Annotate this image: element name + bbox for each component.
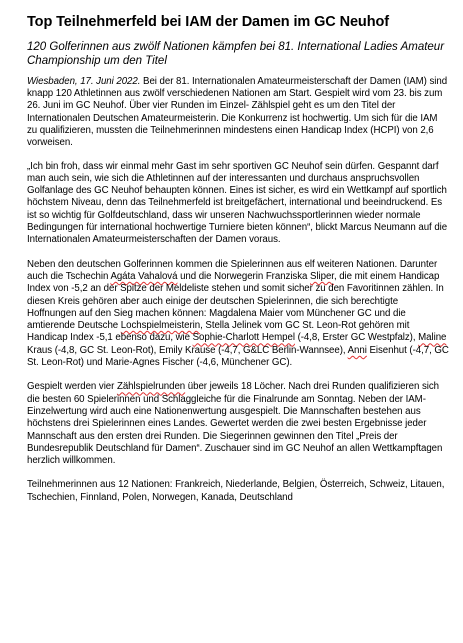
text-run: über jeweils 18 Löcher. Nach drei Runden qualifizieren sich die besten 60 Spielerinnen und Schlaggleiche für die Finalrunde am Sonntag. Neben der IAM-Einzelwertung wird auch eine Nationenwertung ausgespielt. Die Mannschaften bestehen aus höchstens drei Spielerinnen eines Landes. Gewertet werden die zwei besten Ergebnisse jeder Mannschaft aus den ersten drei Runden. Die Siegerinnen gewinnen den Titel „Preis der Bundesrepublik Deutschland für Damen“. Zuschauer sind im GC Neuhof an allen Wettkampftagen herzlich willkommen.: [27, 381, 443, 467]
dateline: Wiesbaden, 17. Juni 2022.: [27, 75, 141, 87]
article-title: Top Teilnehmerfeld bei IAM der Damen im GC Neuhof: [27, 14, 389, 30]
article-subtitle: 120 Golferinnen aus zwölf Nationen kämpfen bei 81. International Ladies Amateur Championship um den Titel: [27, 41, 445, 68]
text-run: , Stella Jelinek vom GC St. Leon-Rot gehören mit Handicap Index -5,1 ebenso dazu, wie: [27, 320, 410, 344]
text-run: (-4,8, Erster GC Westpfalz),: [294, 332, 419, 344]
text-run: Gespielt werden vier: [27, 381, 117, 393]
text-run: Neben den deutschen Golferinnen kommen die Spielerinnen aus elf weiteren Nationen. Darunter auch die Tschechin: [27, 258, 438, 282]
player-name-anni: Anni: [347, 344, 367, 356]
text-run: Kraus (-4,8, GC St. Leon-Rot), Emily Krause (-4,7, G&LC Berlin-Wannsee),: [27, 344, 348, 356]
paragraph-quote: „Ich bin froh, dass wir einmal mehr Gast im sehr sportiven GC Neuhof sein dürfen. Gespannt darf man auch sein, wie sich die Athletinnen auf der interessanten und durchaus anspruchsvollen Golfanlage des GC Neuhof behaupten können. Eines ist sicher, es wird ein Wettkampf auf sportlich höchstem Niveau, denn das Teilnehmerfeld ist breitgefächert, international und beeindruckend. Es ist so wichtig für Golfdeutschland, dass wir unseren Nachwuchssportlerinnen wieder normale Bedingungen für international hochwertige Turniere bieten können“, blickt Marcus Neumann auf die Internationalen Amateurmeisterschaften der Damen voraus.: [27, 160, 448, 246]
paragraph-intro: [27, 76, 449, 150]
player-name-maline: Maline: [418, 332, 447, 344]
paragraph-format: [27, 381, 449, 467]
paragraph-nations: Teilnehmerinnen aus 12 Nationen: Frankreich, Niederlande, Belgien, Österreich, Schweiz, Litauen, Tschechien, Finnland, Polen, Norwegen, Kanada, Deutschland: [27, 479, 445, 503]
player-name-hempel: Sophie-Charlott Hempel: [192, 332, 295, 344]
player-name-vahalova: Agáta Vahalová: [110, 270, 178, 282]
text-run: und die Norwegerin Franziska: [177, 270, 310, 282]
word-zaehlspielrunden: Zählspielrunden: [116, 381, 186, 393]
paragraph-players: [27, 259, 449, 370]
text-run: Eisenhut (-4,7, GC St. Leon-Rot) und Marie-Agnes Fischer (-4,6, Münchener GC).: [27, 344, 449, 369]
player-name-sliper: Sliper: [310, 270, 334, 282]
text-run: , die mit einem Handicap Index von -5,2 an der Spitze der Meldeliste stehen und somit sicher zu den Favoritinnen zählen. In diesen Kreis gehören aber auch einige der deutschen Spielerinnen, die sich berechtigte Hoffnungen auf den Sieg machen können: Magdalena Maier vom Münchener GC und die amtierende Deutsche: [27, 270, 444, 332]
paragraph-intro-text: Bei der 81. Internationalen Amateurmeisterschaft der Damen (IAM) sind knapp 120 Athletinnen aus zwölf verschiedenen Nationen am Start. Gespielt wird vom 23. bis zum 26. Juni im GC Neuhof. Über vier Runden im Einzel- Zählspiel geht es um den Titel der Internationalen Deutschen Amateurmeisterin. Die Konkurrenz ist hochwertig. Um sich für die IAM zu qualifizieren, mussten die Teilnehmerinnen mindestens einen Handicap Index (HCPI) von 2,6 vorweisen.: [27, 75, 448, 149]
word-lochspielmeisterin: Lochspielmeisterin: [120, 320, 201, 332]
